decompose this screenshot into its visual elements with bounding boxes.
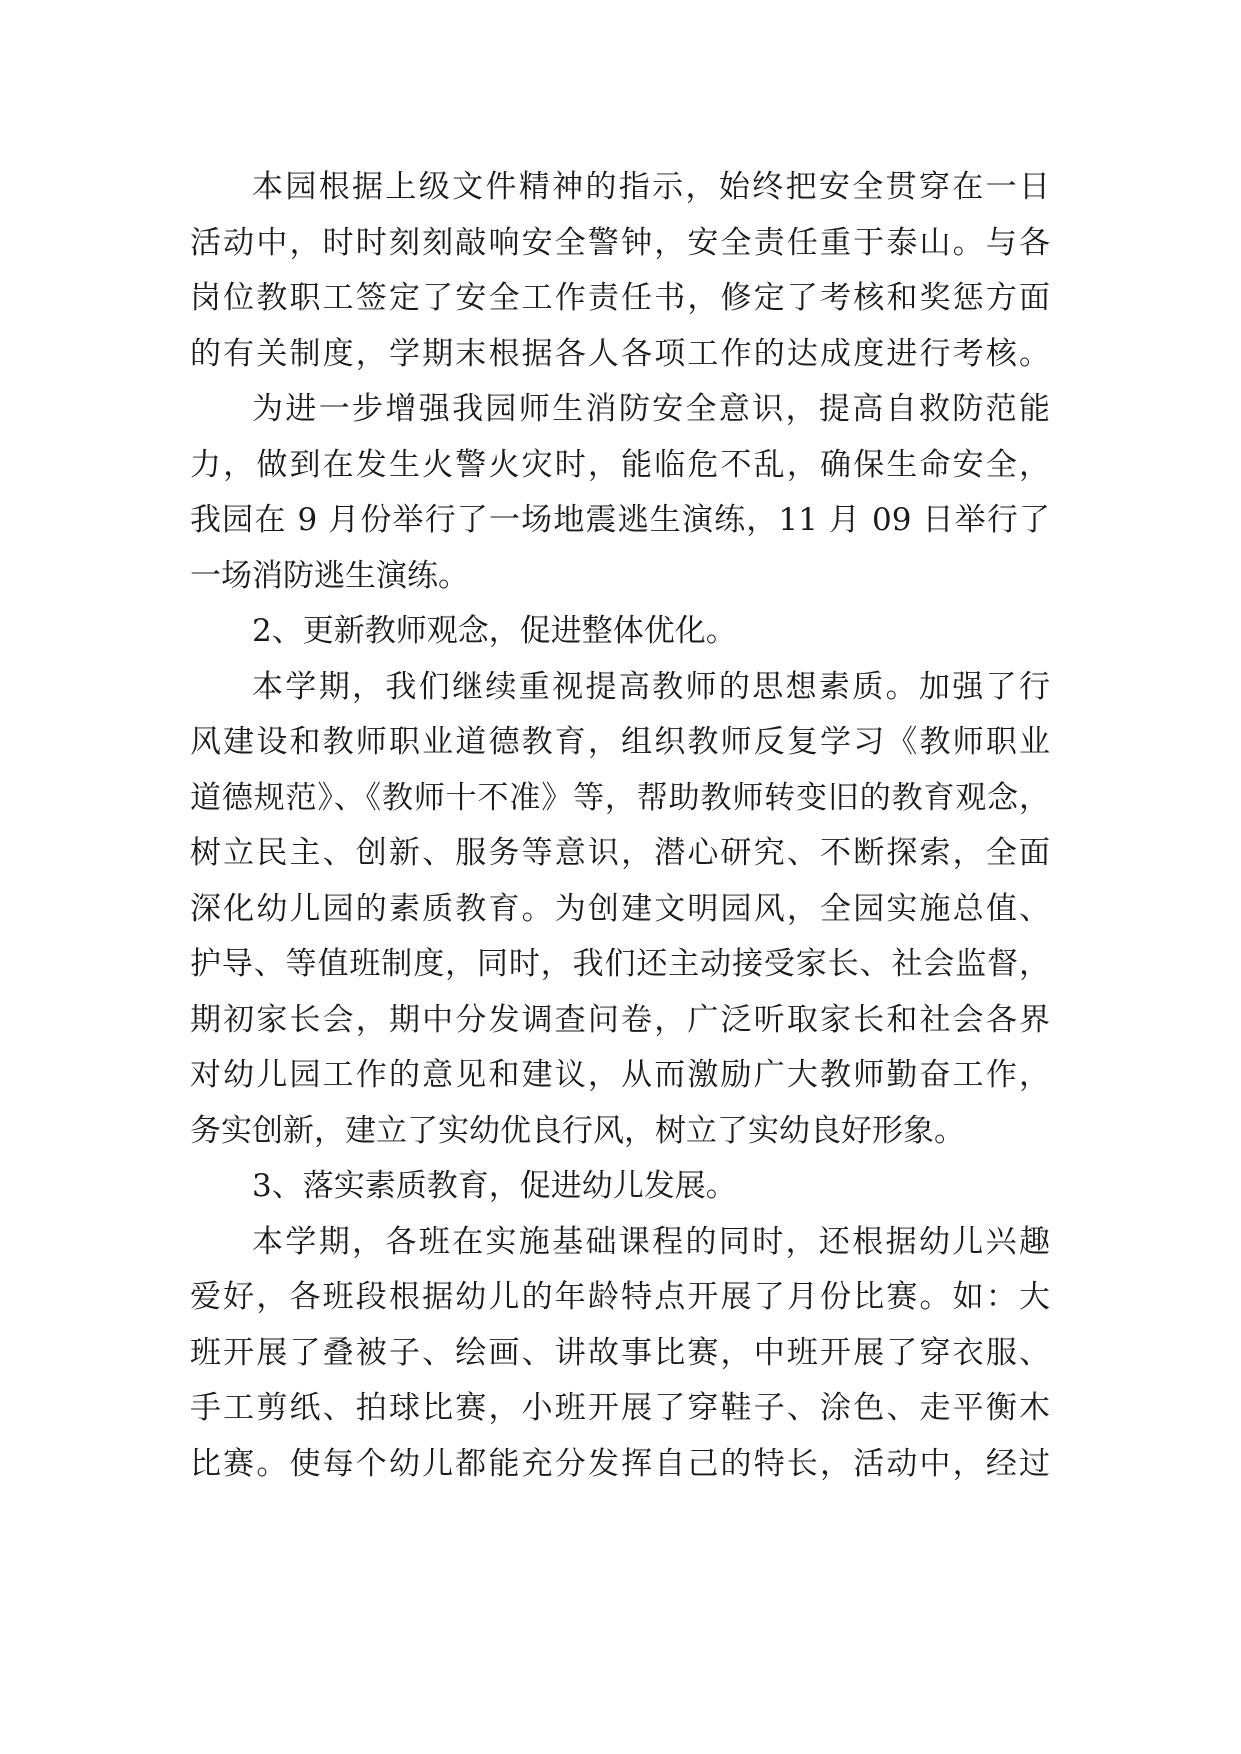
text-line: 务实创新，建立了实幼优良行风，树立了实幼良好形象。: [190, 1112, 965, 1149]
text-line: 一场消防逃生演练。: [190, 557, 469, 594]
section-heading-3: [190, 1159, 1050, 1215]
text-line: 本学期，各班在实施基础课程的同时，还根据幼儿兴趣: [252, 1223, 1050, 1260]
document-body: [190, 160, 1050, 1492]
text-line: 本学期，我们继续重视提高教师的思想素质。加强了行: [252, 668, 1050, 705]
text-line: 为进一步增强我园师生消防安全意识，提高自救防范能: [252, 391, 1050, 427]
text-line: 活动中，时时刻刻敲响安全警钟，安全责任重于泰山。与各: [190, 224, 1050, 261]
text-line: 我园在 9 月份举行了一场地震逃生演练，11 月 09 日举行了: [190, 502, 1050, 538]
text-line: 道德规范》、《教师十不准》等，帮助教师转变旧的教育观念，: [190, 779, 1050, 816]
text-line: 爱好，各班段根据幼儿的年龄特点开展了月份比赛。如：大: [190, 1279, 1050, 1315]
text-line: 比赛。使每个幼儿都能充分发挥自己的特长，活动中，经过: [190, 1445, 1050, 1482]
section-heading-2: [190, 604, 1050, 660]
text-line: 本园根据上级文件精神的指示，始终把安全贯穿在一日: [252, 169, 1050, 205]
text-line: 风建设和教师职业道德教育，组织教师反复学习《教师职业: [190, 724, 1050, 760]
text-line: 手工剪纸、拍球比赛，小班开展了穿鞋子、涂色、走平衡木: [190, 1390, 1050, 1426]
text-line: 期初家长会，期中分发调查问卷，广泛听取家长和社会各界: [190, 1001, 1050, 1038]
paragraph-safety-system: [190, 160, 1050, 382]
text-line: 班开展了叠被子、绘画、讲故事比赛，中班开展了穿衣服、: [190, 1334, 1050, 1371]
section-heading: 2、更新教师观念，促进整体优化。: [252, 613, 737, 649]
paragraph-teacher-quality: [190, 660, 1050, 1160]
text-line: 力，做到在发生火警火灾时，能临危不乱，确保生命安全，: [190, 446, 1050, 483]
text-line: 的有关制度，学期末根据各人各项工作的达成度进行考核。: [190, 335, 1050, 372]
text-line: 对幼儿园工作的意见和建议，从而激励广大教师勤奋工作，: [190, 1057, 1050, 1093]
text-line: 树立民主、创新、服务等意识，潜心研究、不断探索，全面: [190, 835, 1050, 871]
paragraph-monthly-competitions: [190, 1215, 1050, 1493]
text-line: 岗位教职工签定了安全工作责任书，修定了考核和奖惩方面: [190, 280, 1050, 316]
section-heading: 3、落实素质教育，促进幼儿发展。: [252, 1168, 737, 1204]
paragraph-fire-drill: [190, 382, 1050, 604]
text-line: 深化幼儿园的素质教育。为创建文明园风，全园实施总值、: [190, 890, 1050, 927]
text-line: 护导、等值班制度，同时，我们还主动接受家长、社会监督，: [190, 946, 1050, 982]
